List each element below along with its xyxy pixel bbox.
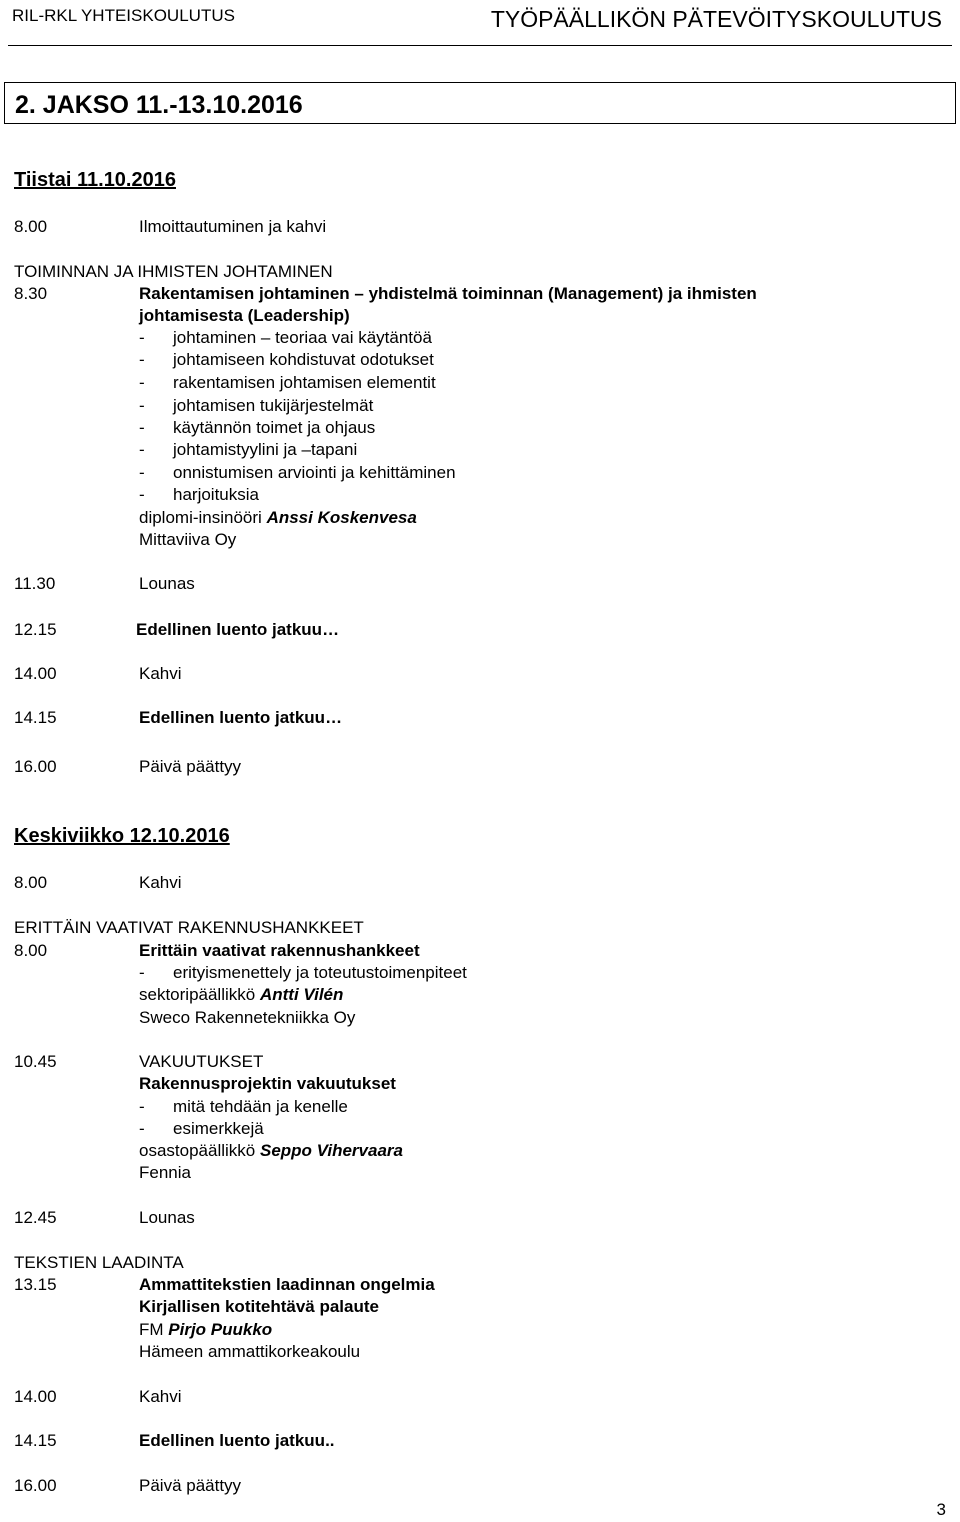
item-tue-continue-1: Edellinen luento jatkuu… <box>136 620 340 639</box>
time-wed-1400: 14.00 <box>14 1387 57 1406</box>
bullet-item: rakentamisen johtamisen elementit <box>173 373 436 392</box>
lecture-title: Erittäin vaativat rakennushankkeet <box>139 941 420 960</box>
time-wed-1315: 13.15 <box>14 1275 57 1294</box>
item-wed-continue: Edellinen luento jatkuu.. <box>139 1431 335 1450</box>
bullet-dash: - <box>139 350 145 369</box>
bullet-dash: - <box>139 440 145 459</box>
time-wed-1600: 16.00 <box>14 1476 57 1495</box>
time-tue-1400: 14.00 <box>14 664 57 683</box>
page-number: 3 <box>936 1500 946 1519</box>
speaker-name: Anssi Koskenvesa <box>266 508 417 527</box>
item-wed-lunch: Lounas <box>139 1208 195 1227</box>
bullet-item: johtamiseen kohdistuvat odotukset <box>173 350 434 369</box>
section-insurance: VAKUUTUKSET <box>139 1052 264 1071</box>
bullet-item: esimerkkejä <box>173 1119 264 1138</box>
bullet-item: käytännön toimet ja ohjaus <box>173 418 376 437</box>
header-right: TYÖPÄÄLLIKÖN PÄTEVÖITYSKOULUTUS <box>490 6 942 32</box>
lecture-title: Rakennusprojektin vakuutukset <box>139 1074 396 1093</box>
time-tue-1415: 14.15 <box>14 708 57 727</box>
day-title-wednesday: Keskiviikko 12.10.2016 <box>14 825 230 847</box>
bullet-dash: - <box>139 396 145 415</box>
time-tue-1215: 12.15 <box>14 620 57 639</box>
bullet-dash: - <box>139 373 145 392</box>
speaker-title: FM <box>139 1320 164 1339</box>
speaker-name: Seppo Vihervaara <box>259 1141 403 1160</box>
speaker-organization: Mittaviiva Oy <box>139 530 237 549</box>
bullet-dash: - <box>139 418 145 437</box>
bullet-item: johtaminen – teoriaa vai käytäntöä <box>173 328 432 347</box>
time-tue-1130: 11.30 <box>14 574 56 593</box>
period-title: 2. JAKSO 11.-13.10.2016 <box>15 91 303 119</box>
speaker-organization: Fennia <box>139 1163 191 1182</box>
bullet-dash: - <box>139 328 145 347</box>
bullet-dash: - <box>139 485 145 504</box>
bullet-item: johtamisen tukijärjestelmät <box>173 396 374 415</box>
time-tue-0830: 8.30 <box>14 284 48 303</box>
speaker-title: sektoripäällikkö <box>139 985 256 1004</box>
time-wed-1245: 12.45 <box>14 1208 57 1227</box>
speaker-name: Pirjo Puukko <box>168 1320 273 1339</box>
time-wed-1415: 14.15 <box>14 1431 57 1450</box>
speaker-line <box>139 1320 272 1340</box>
bullet-dash: - <box>139 463 145 482</box>
item-tue-day-ends: Päivä päättyy <box>139 757 242 776</box>
speaker-organization: Hämeen ammattikorkeakoulu <box>139 1342 361 1361</box>
bullet-item: harjoituksia <box>173 485 259 504</box>
speaker-name: Antti Vilén <box>259 985 344 1004</box>
header-divider <box>8 45 952 46</box>
bullet-item: johtamistyylini ja –tapani <box>173 440 358 459</box>
lecture-title-line1: Ammattitekstien laadinnan ongelmia <box>139 1275 435 1294</box>
header-left: RIL-RKL YHTEISKOULUTUS <box>12 6 235 25</box>
day-title-tuesday: Tiistai 11.10.2016 <box>14 169 176 191</box>
item-tue-coffee: Kahvi <box>139 664 182 683</box>
bullet-item: onnistumisen arviointi ja kehittäminen <box>173 463 456 482</box>
bullet-item: erityismenettely ja toteutustoimenpiteet <box>173 963 467 982</box>
item-wed-coffee-2: Kahvi <box>139 1387 182 1406</box>
time-wed-0800b: 8.00 <box>14 941 48 960</box>
bullet-dash: - <box>139 1119 145 1138</box>
speaker-line <box>139 985 343 1005</box>
speaker-title: osastopäällikkö <box>139 1141 256 1160</box>
time-tue-1600: 16.00 <box>14 757 57 776</box>
lecture-title-line2: Kirjallisen kotitehtävä palaute <box>139 1297 379 1316</box>
item-tue-lunch: Lounas <box>139 574 195 593</box>
speaker-line <box>139 508 417 528</box>
period-box <box>4 82 956 124</box>
item-wed-coffee: Kahvi <box>139 873 182 892</box>
speaker-line <box>139 1141 403 1161</box>
speaker-organization: Sweco Rakennetekniikka Oy <box>139 1008 356 1027</box>
lecture-title-line2: johtamisesta (Leadership) <box>139 306 350 325</box>
speaker-title: diplomi-insinööri <box>139 508 262 527</box>
bullet-dash: - <box>139 963 145 982</box>
section-tue-leadership: TOIMINNAN JA IHMISTEN JOHTAMINEN <box>14 262 333 281</box>
bullet-item: mitä tehdään ja kenelle <box>173 1097 348 1116</box>
item-tue-continue-2: Edellinen luento jatkuu… <box>139 708 343 727</box>
section-wed-projects: ERITTÄIN VAATIVAT RAKENNUSHANKKEET <box>14 918 364 937</box>
time-tue-0800: 8.00 <box>14 217 48 236</box>
item-wed-day-ends: Päivä päättyy <box>139 1476 242 1495</box>
lecture-title-line1: Rakentamisen johtaminen – yhdistelmä toiminnan (Management) ja ihmisten <box>139 284 757 303</box>
item-tue-registration: Ilmoittautuminen ja kahvi <box>139 217 327 236</box>
time-wed-1045: 10.45 <box>14 1052 57 1071</box>
section-wed-writing: TEKSTIEN LAADINTA <box>14 1253 184 1272</box>
bullet-dash: - <box>139 1097 145 1116</box>
time-wed-0800: 8.00 <box>14 873 48 892</box>
